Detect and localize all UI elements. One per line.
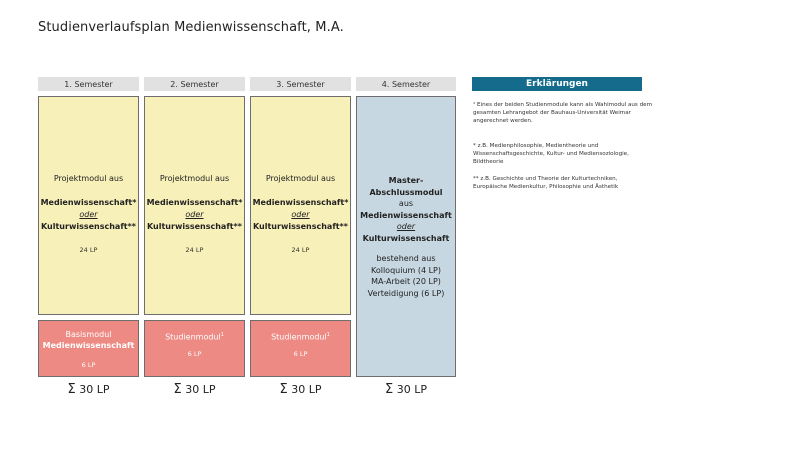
- footnote-mark: 1: [326, 332, 330, 338]
- footnote-asterisk: * z.B. Medienphilosophie, Medientheorie und Wissenschaftsgeschichte, Kultur- und Mediensoziologie, Bildtheorie: [473, 143, 629, 165]
- semester-4-header: 4. Semester: [356, 77, 456, 91]
- colloquium-item: Kolloquium (4 LP): [370, 265, 441, 275]
- semester-2-total: Σ 30 LP: [173, 382, 216, 397]
- project-module-label: Projektmodul aus: [159, 174, 230, 183]
- or-label: oder: [185, 210, 204, 219]
- media-studies-label: Medienwissenschaft*: [146, 198, 243, 207]
- sum-symbol: Σ: [173, 382, 182, 397]
- basic-module-subject: Medienwissenschaft: [42, 341, 135, 350]
- credit-points: 6 LP: [187, 349, 202, 358]
- master-label: Master-: [388, 176, 424, 185]
- basic-module-label: Basismodul: [65, 330, 112, 339]
- cultural-studies-label: Kulturwissenschaft: [362, 233, 450, 243]
- thesis-item: MA-Arbeit (20 LP): [371, 277, 441, 286]
- consists-of-label: bestehend aus: [376, 254, 436, 263]
- final-module-label: Abschlussmodul: [369, 187, 443, 197]
- sum-symbol: Σ: [279, 382, 288, 397]
- or-label: oder: [396, 222, 416, 231]
- study-module-label: Studienmodul$^1$: [165, 332, 224, 342]
- project-module-label: Projektmodul aus: [53, 174, 124, 183]
- cultural-studies-label: Kulturwissenschaft**: [146, 222, 242, 231]
- footnote-mark: 1: [220, 332, 224, 338]
- credit-points: 24 LP: [185, 246, 204, 254]
- from-label: aus: [398, 199, 414, 208]
- or-label: oder: [79, 210, 98, 219]
- cultural-studies-label: Kulturwissenschaft**: [252, 222, 348, 231]
- semester-3-project-module: [250, 96, 351, 315]
- media-studies-label: Medienwissenschaft*: [40, 198, 137, 207]
- defense-item: Verteidigung (6 LP): [367, 288, 445, 298]
- page-title: Studienverlaufsplan Medienwissenschaft, M.A.: [38, 20, 344, 35]
- semester-2-project-module: [144, 96, 245, 315]
- semester-1-total: Σ 30 LP: [67, 382, 110, 397]
- semester-2-header: 2. Semester: [144, 77, 245, 91]
- credit-points: 24 LP: [79, 246, 98, 254]
- media-studies-label: Medienwissenschaft*: [252, 198, 349, 207]
- cultural-studies-label: Kulturwissenschaft**: [40, 222, 136, 231]
- semester-1-project-module: [38, 96, 139, 315]
- media-studies-label: Medienwissenschaft: [360, 210, 452, 220]
- basic-module-box: [38, 320, 139, 377]
- explanations-header: Erklärungen: [472, 77, 642, 91]
- master-thesis-module: [356, 96, 456, 377]
- sum-symbol: Σ: [385, 382, 394, 397]
- semester-4-total: Σ 30 LP: [385, 382, 427, 397]
- credit-points: 6 LP: [81, 361, 96, 369]
- semester-3-total: Σ 30 LP: [279, 382, 322, 397]
- footnote-double-asterisk: ** z.B. Geschichte und Theorie der Kulturtechniken, Europäische Medienkultur, Philosophie und Ästhetik: [473, 176, 619, 190]
- footnote-1: ¹ Eines der beiden Studienmodule kann als Wahlmodul aus dem gesamten Lehrangebot der Bauhaus-Universität Weimar angerechnet werden.: [473, 102, 653, 124]
- study-module-box-semester-2: [144, 320, 245, 377]
- or-label: oder: [291, 210, 310, 219]
- study-module-label: Studienmodul$^1$: [271, 332, 330, 342]
- sum-symbol: Σ: [67, 382, 76, 397]
- credit-points: 6 LP: [293, 349, 308, 358]
- project-module-label: Projektmodul aus: [265, 174, 336, 183]
- study-module-box-semester-3: [250, 320, 351, 377]
- semester-3-header: 3. Semester: [250, 77, 351, 91]
- semester-1-header: 1. Semester: [38, 77, 139, 91]
- credit-points: 24 LP: [291, 246, 310, 254]
